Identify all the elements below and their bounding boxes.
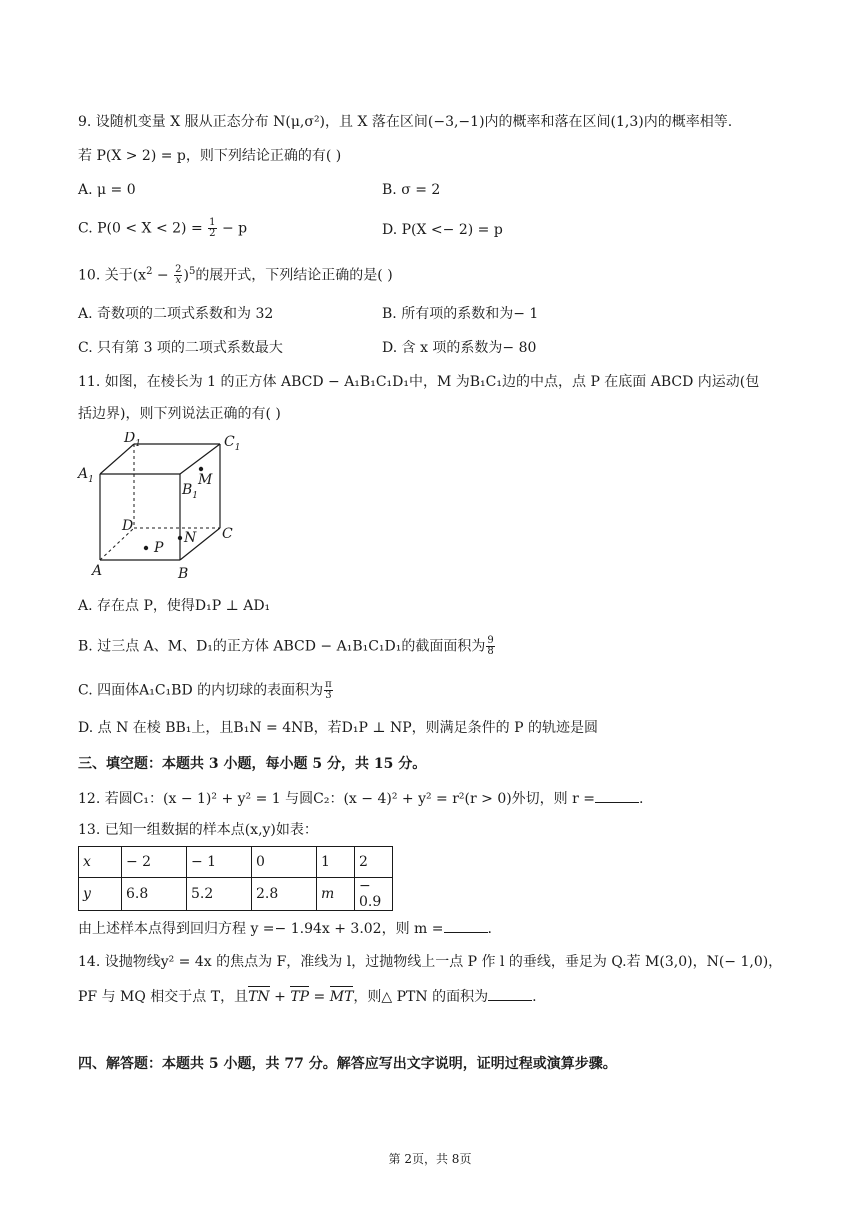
table-cell: 0 [252, 847, 317, 878]
q11-stem-line1: 11. 如图，在棱长为 1 的正方体 ABCD − A₁B₁C₁D₁中，M 为B₁C₁边的中点，点 P 在底面 ABCD 内运动(包 [78, 374, 760, 390]
q12-answer-blank [595, 788, 639, 803]
q11-b-fraction: $\frac{9}{8}$ [487, 635, 494, 657]
label-d: D [122, 518, 134, 534]
point-m [199, 467, 203, 471]
label-a: A [92, 563, 103, 579]
q11-option-d: D. 点 N 在棱 BB₁上，且B₁N = 4NB，若D₁P ⊥ NP，则满足条件的 P 的轨迹是圆 [78, 720, 598, 736]
label-b1: $B_1$ [182, 482, 199, 501]
table-cell: 1 [317, 847, 355, 878]
table-cell: 5.2 [187, 878, 252, 911]
q9-option-c: C. P(0 < X < 2) = $\frac{1}{2}$ − p [78, 217, 248, 239]
q11-c-fraction: $\frac{\pi}{3}$ [325, 679, 332, 701]
label-c1: $C_1$ [224, 434, 241, 453]
q10-fraction: $\frac{2}{x}$ [175, 264, 182, 287]
q10-option-a: A. 奇数项的二项式系数和为 32 [78, 306, 274, 322]
q9-stem-line2: 若 P(X > 2) = p，则下列结论正确的有( ) [78, 148, 342, 164]
point-n [178, 536, 182, 540]
table-cell: − 1 [187, 847, 252, 878]
q9-c-fraction: $\frac{1}{2}$ [209, 217, 216, 239]
table-cell: 6.8 [122, 878, 187, 911]
label-d1: $D_1$ [124, 432, 141, 449]
q11-option-a: A. 存在点 P，使得D₁P ⊥ AD₁ [78, 598, 271, 614]
q10-option-c: C. 只有第 3 项的二项式系数最大 [78, 340, 283, 356]
q14-stem-line1: 14. 设抛物线y² = 4x 的焦点为 F，准线为 l，过抛物线上一点 P 作 l 的垂线，垂足为 Q.若 M(3,0)，N(− 1,0)， [78, 954, 783, 970]
q14-answer-blank [488, 986, 532, 1001]
q10-option-b: B. 所有项的系数和为− 1 [382, 306, 539, 322]
label-a1: $A_1$ [78, 466, 94, 485]
q14-stem-line2: PF 与 MQ 相交于点 T，且TN + TP = MT，则△ PTN 的面积为 . [78, 986, 537, 1007]
label-c: C [222, 526, 233, 542]
table-cell: − 0.9 [355, 878, 393, 911]
q9-option-b: B. σ = 2 [382, 182, 441, 198]
q9-option-a: A. μ = 0 [78, 182, 136, 198]
table-cell: y [79, 878, 122, 911]
q13-regression-line: 由上述样本点得到回归方程 y =− 1.94x + 3.02，则 m = . [78, 918, 492, 939]
table-row [79, 847, 393, 878]
q9-option-d: D. P(X <− 2) = p [382, 222, 503, 238]
point-p [144, 546, 148, 550]
q11-stem-line2: 括边界)，则下列说法正确的有( ) [78, 406, 281, 422]
table-cell: x [79, 847, 122, 878]
cube-figure [74, 432, 244, 582]
label-p: P [154, 540, 164, 556]
table-cell: 2 [355, 847, 393, 878]
vector-tn: TN [248, 989, 270, 1005]
table-row [79, 878, 393, 911]
table-cell: m [317, 878, 355, 911]
label-b: B [178, 566, 189, 582]
q9-stem-line1: 9. 设随机变量 X 服从正态分布 N(μ,σ²)，且 X 落在区间(−3,−1)内的概率和落在区间(1,3)内的概率相等. [78, 114, 733, 130]
q11-option-b: B. 过三点 A、M、D₁的正方体 ABCD − A₁B₁C₁D₁的截面面积为 $\frac{9}{8}$ [78, 635, 494, 657]
section4-heading: 四、解答题：本题共 5 小题，共 77 分。解答应写出文字说明，证明过程或演算步骤。 [78, 1056, 617, 1072]
page-footer: 第 2页，共 8页 [388, 1152, 472, 1166]
q10-option-d: D. 含 x 项的系数为− 80 [382, 340, 537, 356]
q13-stem: 13. 已知一组数据的样本点(x,y)如表： [78, 822, 318, 838]
label-m: M [198, 472, 213, 488]
table-cell: 2.8 [252, 878, 317, 911]
q13-data-table [78, 846, 393, 911]
q10-stem: 10. 关于($x^2$ − $\frac{2}{x}$ )$^5$的展开式，下列结论正确的是( ) [78, 264, 393, 287]
section3-heading: 三、填空题：本题共 3 小题，每小题 5 分，共 15 分。 [78, 756, 427, 772]
edge-a1-d1 [100, 444, 134, 474]
q12-stem: 12. 若圆C₁：(x − 1)² + y² = 1 与圆C₂：(x − 4)² + y² = r²(r > 0)外切，则 r = . [78, 788, 643, 809]
q11-option-c: C. 四面体A₁C₁BD 的内切球的表面积为 $\frac{\pi}{3}$ [78, 679, 332, 701]
vector-mt: MT [329, 989, 354, 1005]
vector-tp: TP [290, 989, 310, 1005]
table-cell: − 2 [122, 847, 187, 878]
label-n: N [184, 530, 197, 546]
q13-answer-blank [444, 918, 488, 933]
